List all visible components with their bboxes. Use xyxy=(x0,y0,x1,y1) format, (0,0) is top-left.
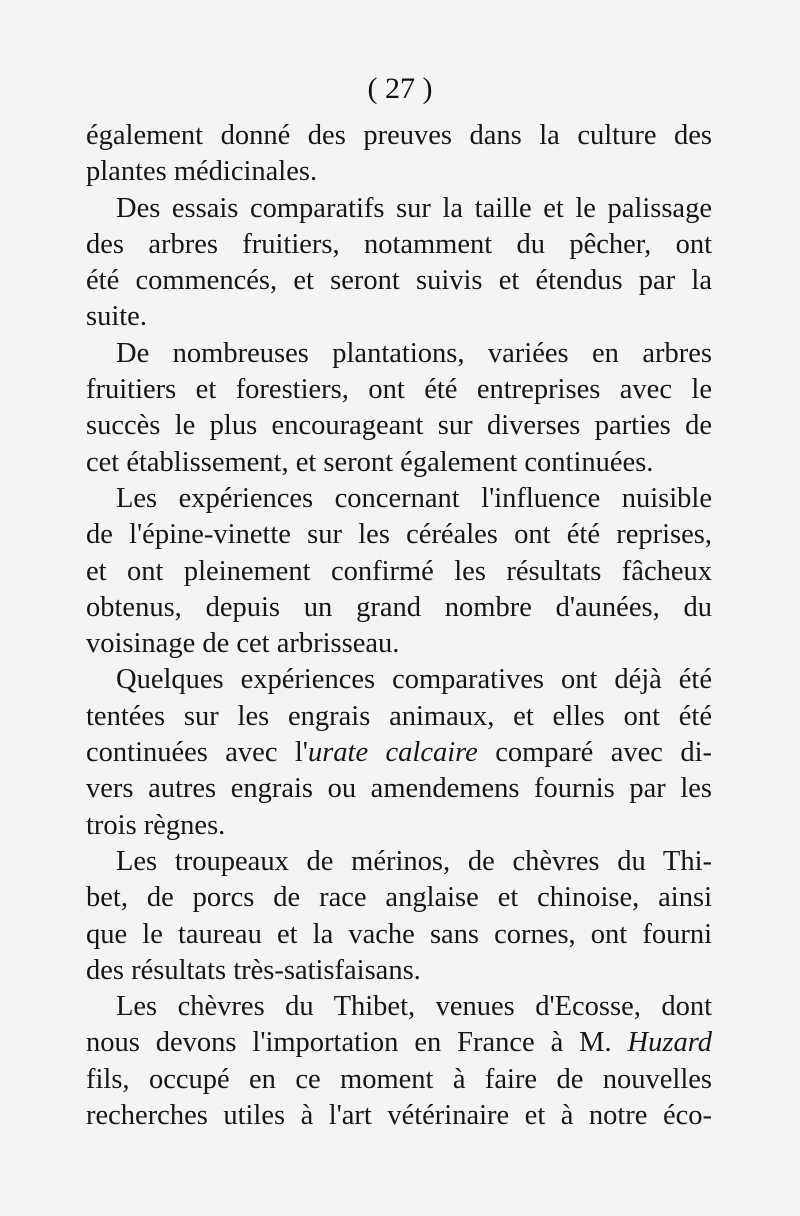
text-line: également donné des preuves dans la culture des xyxy=(86,120,712,151)
text-line: été commencés, et seront suivis et étendus par la xyxy=(86,265,712,297)
text-line: succès le plus encourageant sur diverses parties de xyxy=(86,410,712,442)
page-number: ( 27 ) xyxy=(367,72,433,105)
text-line: Les chèvres du Thibet, venues d'Ecosse, dont xyxy=(116,991,712,1023)
text-line: recherches utiles à l'art vétérinaire et à notre éco- xyxy=(86,1100,712,1132)
text-line: obtenus, depuis un grand nombre d'aunées, du xyxy=(86,591,712,623)
text-line: Les troupeaux de mérinos, de chèvres du Thi- xyxy=(116,845,712,877)
italic-term: Huzard xyxy=(627,1027,712,1059)
text-line: bet, de porcs de race anglaise et chinoise, ainsi xyxy=(86,882,712,914)
body-text xyxy=(86,118,712,1134)
italic-term: urate calcaire xyxy=(307,737,478,769)
text-line: tentées sur les engrais animaux, et elles ont été xyxy=(86,700,712,732)
text-line: Quelques expériences comparatives ont déjà été xyxy=(116,664,712,696)
text-line: Des essais comparatifs sur la taille et le palissage xyxy=(116,192,712,224)
text-line xyxy=(86,1025,712,1061)
text-line xyxy=(86,735,712,771)
text-line: des arbres fruitiers, notamment du pêcher, ont xyxy=(86,228,712,260)
text-line: des résultats très-satisfaisans. xyxy=(86,954,421,986)
text-line: De nombreuses plantations, variées en arbres xyxy=(116,337,712,369)
text-line: et ont pleinement confirmé les résultats fâcheux xyxy=(86,555,712,587)
text-segment: comparé avec di- xyxy=(477,737,712,769)
text-line: Les expériences concernant l'influence nuisible xyxy=(116,482,712,514)
text-line: fils, occupé en ce moment à faire de nouvelles xyxy=(86,1063,712,1095)
text-segment: continuées avec l' xyxy=(86,737,308,769)
text-line: que le taureau et la vache sans cornes, ont fourni xyxy=(86,918,712,950)
text-line: plantes médicinales. xyxy=(86,156,318,188)
text-line: de l'épine-vinette sur les céréales ont été reprises, xyxy=(86,519,712,551)
text-segment: nous devons l'importation en France à M. xyxy=(86,1027,628,1059)
text-line: suite. xyxy=(86,301,147,333)
text-line: fruitiers et forestiers, ont été entreprises avec le xyxy=(86,374,712,406)
text-line: vers autres engrais ou amendemens fournis par les xyxy=(86,773,712,805)
text-line: trois règnes. xyxy=(86,809,226,841)
text-line: voisinage de cet arbrisseau. xyxy=(86,628,400,660)
text-line: cet établissement, et seront également continuées. xyxy=(86,446,654,478)
